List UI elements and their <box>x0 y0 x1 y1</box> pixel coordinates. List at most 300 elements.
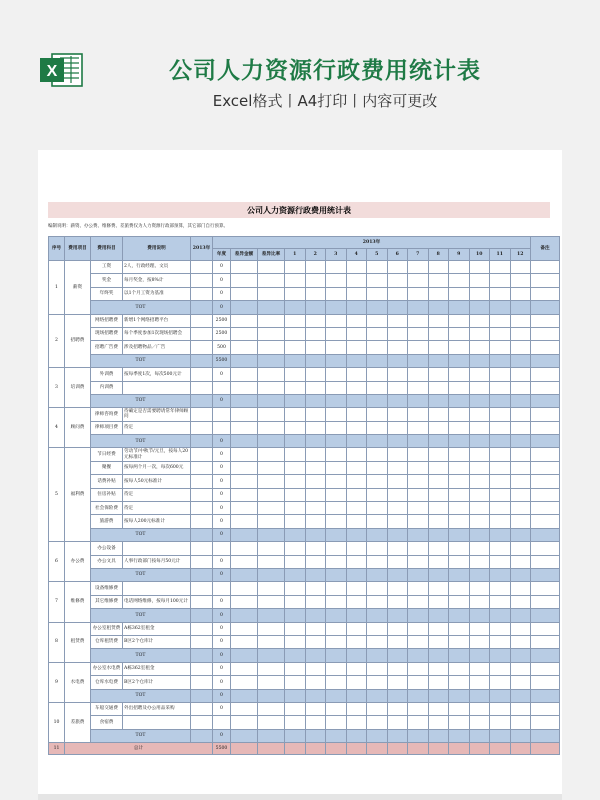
group-seq: 3 <box>49 368 65 408</box>
table-cell <box>428 354 449 367</box>
expense-subject: 办公文具 <box>91 555 123 568</box>
expense-subject: 工资 <box>91 261 123 274</box>
table-cell <box>469 314 490 327</box>
expense-subject: 律师咨询费 <box>91 408 123 421</box>
expense-description: 劳动节/中秋节/元旦，按每人20元标准计 <box>123 448 191 461</box>
table-cell <box>490 582 511 595</box>
header-month: 7 <box>408 249 429 261</box>
table-cell <box>285 568 306 581</box>
table-cell <box>490 635 511 648</box>
table-cell <box>285 649 306 662</box>
expense-description: 涉及招聘物品／广告 <box>123 341 191 354</box>
expense-description <box>123 381 191 394</box>
table-cell <box>531 408 560 421</box>
table-cell <box>510 475 531 488</box>
table-cell <box>258 274 285 287</box>
table-cell <box>231 287 258 300</box>
table-cell <box>510 461 531 474</box>
header-diff-amount: 差异金额 <box>231 249 258 261</box>
table-cell <box>387 595 408 608</box>
table-cell <box>490 622 511 635</box>
table-cell <box>231 421 258 434</box>
budget-cell <box>191 555 213 568</box>
table-cell <box>346 662 367 675</box>
table-cell <box>531 702 560 715</box>
table-cell <box>531 622 560 635</box>
table-cell <box>510 341 531 354</box>
total-row <box>49 394 560 407</box>
table-cell <box>428 488 449 501</box>
table-row <box>49 314 560 327</box>
table-cell <box>428 568 449 581</box>
table-cell <box>305 662 326 675</box>
table-row <box>49 635 560 648</box>
annual-value: 0 <box>213 676 231 689</box>
table-cell <box>469 368 490 381</box>
header-remark: 备注 <box>531 237 560 261</box>
table-cell <box>346 354 367 367</box>
table-cell <box>326 649 347 662</box>
budget-cell <box>191 702 213 715</box>
table-cell <box>285 354 306 367</box>
table-cell <box>258 287 285 300</box>
table-cell <box>408 287 429 300</box>
table-cell <box>346 743 367 755</box>
table-cell <box>428 475 449 488</box>
table-cell <box>510 555 531 568</box>
budget-cell <box>191 408 213 421</box>
table-cell <box>490 743 511 755</box>
expense-description: 按每人50元标准计 <box>123 475 191 488</box>
table-cell <box>305 394 326 407</box>
total-value: 0 <box>213 729 231 742</box>
table-cell <box>510 261 531 274</box>
table-cell <box>449 515 470 528</box>
table-cell <box>510 488 531 501</box>
table-cell <box>231 515 258 528</box>
table-cell <box>326 502 347 515</box>
table-cell <box>469 595 490 608</box>
table-cell <box>305 368 326 381</box>
table-cell <box>346 622 367 635</box>
table-cell <box>428 502 449 515</box>
table-cell <box>367 421 388 434</box>
table-cell <box>469 635 490 648</box>
table-cell <box>469 287 490 300</box>
expense-subject: 仓库租赁费 <box>91 635 123 648</box>
table-cell <box>367 394 388 407</box>
table-cell <box>231 528 258 541</box>
table-cell <box>346 448 367 461</box>
table-cell <box>326 716 347 729</box>
table-cell <box>408 301 429 314</box>
budget-cell <box>191 475 213 488</box>
table-cell <box>490 435 511 448</box>
table-cell <box>258 461 285 474</box>
expense-subject: 其它维修费 <box>91 595 123 608</box>
table-cell <box>367 743 388 755</box>
table-cell <box>285 582 306 595</box>
table-cell <box>326 555 347 568</box>
table-cell <box>231 716 258 729</box>
table-cell <box>326 622 347 635</box>
table-cell <box>408 729 429 742</box>
table-cell <box>367 582 388 595</box>
table-cell <box>428 274 449 287</box>
table-cell <box>449 488 470 501</box>
expense-subject: 住房补贴 <box>91 488 123 501</box>
table-cell <box>387 287 408 300</box>
table-cell <box>428 555 449 568</box>
table-cell <box>231 743 258 755</box>
table-cell <box>449 568 470 581</box>
total-label: TOT <box>91 649 191 662</box>
expense-description: 按每季度1次，每次500元计 <box>123 368 191 381</box>
table-cell <box>285 609 306 622</box>
table-cell <box>531 341 560 354</box>
table-cell <box>510 635 531 648</box>
table-cell <box>258 555 285 568</box>
table-cell <box>285 368 306 381</box>
table-cell <box>367 622 388 635</box>
table-cell <box>387 448 408 461</box>
table-cell <box>469 354 490 367</box>
table-cell <box>387 662 408 675</box>
table-cell <box>346 528 367 541</box>
table-cell <box>531 461 560 474</box>
expense-description: 按每两个月一次，每次600元 <box>123 461 191 474</box>
table-cell <box>387 502 408 515</box>
table-cell <box>408 475 429 488</box>
table-cell <box>346 394 367 407</box>
table-cell <box>258 261 285 274</box>
table-cell <box>490 301 511 314</box>
expense-description: 2人，行政经理、文员 <box>123 261 191 274</box>
expense-subject: 聚餐 <box>91 461 123 474</box>
table-cell <box>326 287 347 300</box>
table-cell <box>326 408 347 421</box>
annual-value <box>213 421 231 434</box>
table-cell <box>305 635 326 648</box>
table-cell <box>346 515 367 528</box>
expense-description: B区2个仓库计 <box>123 676 191 689</box>
table-cell <box>408 622 429 635</box>
table-cell <box>408 408 429 421</box>
table-cell <box>469 301 490 314</box>
table-cell <box>367 475 388 488</box>
table-cell <box>490 327 511 340</box>
table-cell <box>531 502 560 515</box>
table-cell <box>367 528 388 541</box>
table-cell <box>258 702 285 715</box>
table-cell <box>367 408 388 421</box>
table-cell <box>408 461 429 474</box>
total-row <box>49 301 560 314</box>
budget-cell <box>191 421 213 434</box>
annual-value: 0 <box>213 635 231 648</box>
table-cell <box>428 408 449 421</box>
table-cell <box>531 716 560 729</box>
table-cell <box>449 354 470 367</box>
group-name: 培训费 <box>65 368 91 408</box>
expense-description: 新增1个网络招聘平台 <box>123 314 191 327</box>
table-cell <box>346 488 367 501</box>
expense-subject: 现场招聘费 <box>91 327 123 340</box>
table-cell <box>428 448 449 461</box>
table-cell <box>231 261 258 274</box>
total-value: 0 <box>213 528 231 541</box>
group-name: 租赁费 <box>65 622 91 662</box>
table-cell <box>428 528 449 541</box>
table-cell <box>531 274 560 287</box>
table-cell <box>387 261 408 274</box>
table-cell <box>490 274 511 287</box>
table-cell <box>490 488 511 501</box>
table-cell <box>231 662 258 675</box>
table-row <box>49 702 560 715</box>
budget-cell <box>191 381 213 394</box>
table-cell <box>387 555 408 568</box>
expense-subject: 奖金 <box>91 274 123 287</box>
table-cell <box>346 729 367 742</box>
expense-subject: 社会保险费 <box>91 502 123 515</box>
table-cell <box>428 542 449 555</box>
table-row <box>49 622 560 635</box>
table-cell <box>305 582 326 595</box>
table-cell <box>367 461 388 474</box>
header-month: 2 <box>305 249 326 261</box>
table-cell <box>387 609 408 622</box>
budget-cell <box>191 488 213 501</box>
table-cell <box>258 729 285 742</box>
annual-value: 500 <box>213 341 231 354</box>
table-cell <box>258 743 285 755</box>
table-cell <box>428 314 449 327</box>
table-cell <box>428 689 449 702</box>
budget-cell <box>191 716 213 729</box>
table-cell <box>387 435 408 448</box>
annual-value: 0 <box>213 368 231 381</box>
expense-subject: 食宿费 <box>91 716 123 729</box>
table-cell <box>258 635 285 648</box>
table-cell <box>510 354 531 367</box>
table-cell <box>510 689 531 702</box>
table-cell <box>326 488 347 501</box>
table-cell <box>326 582 347 595</box>
total-row <box>49 609 560 622</box>
table-cell <box>387 676 408 689</box>
table-cell <box>469 448 490 461</box>
table-cell <box>285 301 306 314</box>
table-cell <box>469 341 490 354</box>
table-cell <box>469 676 490 689</box>
table-cell <box>305 528 326 541</box>
table-cell <box>510 287 531 300</box>
table-cell <box>305 515 326 528</box>
total-value: 0 <box>213 394 231 407</box>
expense-description: A栋362室租金 <box>123 622 191 635</box>
grand-label: 总计 <box>65 743 213 755</box>
expense-subject: 网络招聘费 <box>91 314 123 327</box>
table-cell <box>428 635 449 648</box>
table-cell <box>367 314 388 327</box>
annual-value: 2500 <box>213 314 231 327</box>
budget-cell <box>191 676 213 689</box>
budget-cell <box>191 261 213 274</box>
table-cell <box>531 568 560 581</box>
table-cell <box>258 354 285 367</box>
preview-header <box>0 0 600 150</box>
table-row <box>49 287 560 300</box>
table-cell <box>285 287 306 300</box>
table-cell <box>408 502 429 515</box>
table-cell <box>258 421 285 434</box>
table-cell <box>510 702 531 715</box>
grand-total-row <box>49 743 560 755</box>
table-row <box>49 515 560 528</box>
table-cell <box>285 381 306 394</box>
table-cell <box>346 327 367 340</box>
table-cell <box>367 354 388 367</box>
table-cell <box>449 381 470 394</box>
table-cell <box>285 261 306 274</box>
table-cell <box>408 676 429 689</box>
table-cell <box>285 341 306 354</box>
header-month: 11 <box>490 249 511 261</box>
total-row <box>49 528 560 541</box>
table-cell <box>305 341 326 354</box>
table-cell <box>469 662 490 675</box>
table-cell <box>449 716 470 729</box>
table-cell <box>428 341 449 354</box>
table-cell <box>469 488 490 501</box>
table-cell <box>387 461 408 474</box>
table-cell <box>490 649 511 662</box>
table-cell <box>285 716 306 729</box>
table-cell <box>490 555 511 568</box>
group-name: 顾问费 <box>65 408 91 448</box>
table-row <box>49 421 560 434</box>
total-row <box>49 729 560 742</box>
table-cell <box>285 314 306 327</box>
table-cell <box>490 368 511 381</box>
table-cell <box>346 381 367 394</box>
table-cell <box>326 421 347 434</box>
table-cell <box>428 368 449 381</box>
table-cell <box>449 341 470 354</box>
table-cell <box>510 274 531 287</box>
table-cell <box>531 448 560 461</box>
table-cell <box>449 435 470 448</box>
table-cell <box>387 635 408 648</box>
table-cell <box>346 301 367 314</box>
header-row <box>49 237 560 249</box>
table-cell <box>285 743 306 755</box>
annual-value: 0 <box>213 488 231 501</box>
group-seq: 7 <box>49 582 65 622</box>
table-cell <box>326 676 347 689</box>
table-cell <box>531 528 560 541</box>
table-cell <box>346 609 367 622</box>
table-cell <box>326 301 347 314</box>
table-cell <box>346 435 367 448</box>
table-cell <box>490 421 511 434</box>
budget-cell <box>191 274 213 287</box>
table-cell <box>469 729 490 742</box>
table-cell <box>231 354 258 367</box>
table-cell <box>408 635 429 648</box>
table-cell <box>326 689 347 702</box>
table-cell <box>449 595 470 608</box>
table-cell <box>191 568 213 581</box>
header-desc: 费用说明 <box>123 237 191 261</box>
table-cell <box>387 274 408 287</box>
total-label: TOT <box>91 528 191 541</box>
table-cell <box>285 595 306 608</box>
table-cell <box>490 408 511 421</box>
table-cell <box>326 595 347 608</box>
table-cell <box>285 689 306 702</box>
table-cell <box>346 635 367 648</box>
budget-cell <box>191 515 213 528</box>
table-cell <box>326 609 347 622</box>
total-row <box>49 435 560 448</box>
header-month: 9 <box>449 249 470 261</box>
table-cell <box>490 475 511 488</box>
table-row <box>49 475 560 488</box>
table-cell <box>387 702 408 715</box>
table-cell <box>408 381 429 394</box>
annual-value: 0 <box>213 515 231 528</box>
expense-description: 电话网络维修，按每月100元计 <box>123 595 191 608</box>
table-cell <box>469 716 490 729</box>
table-cell <box>285 475 306 488</box>
table-cell <box>231 488 258 501</box>
annual-value <box>213 381 231 394</box>
table-cell <box>305 743 326 755</box>
table-cell <box>326 435 347 448</box>
table-cell <box>449 368 470 381</box>
table-cell <box>305 542 326 555</box>
table-cell <box>469 381 490 394</box>
table-cell <box>449 649 470 662</box>
table-cell <box>367 729 388 742</box>
table-cell <box>305 622 326 635</box>
bottom-bar <box>38 794 562 800</box>
budget-cell <box>191 542 213 555</box>
table-cell <box>490 341 511 354</box>
table-row <box>49 261 560 274</box>
group-name: 薪资 <box>65 261 91 315</box>
table-cell <box>387 341 408 354</box>
table-cell <box>510 542 531 555</box>
table-cell <box>326 274 347 287</box>
expense-description: A栋362室租金 <box>123 662 191 675</box>
table-cell <box>231 568 258 581</box>
table-cell <box>346 676 367 689</box>
table-cell <box>387 368 408 381</box>
table-cell <box>408 368 429 381</box>
table-cell <box>305 689 326 702</box>
annual-value: 0 <box>213 595 231 608</box>
table-cell <box>387 327 408 340</box>
table-cell <box>305 408 326 421</box>
table-cell <box>326 327 347 340</box>
total-row <box>49 568 560 581</box>
table-cell <box>469 568 490 581</box>
table-cell <box>305 435 326 448</box>
table-cell <box>191 609 213 622</box>
